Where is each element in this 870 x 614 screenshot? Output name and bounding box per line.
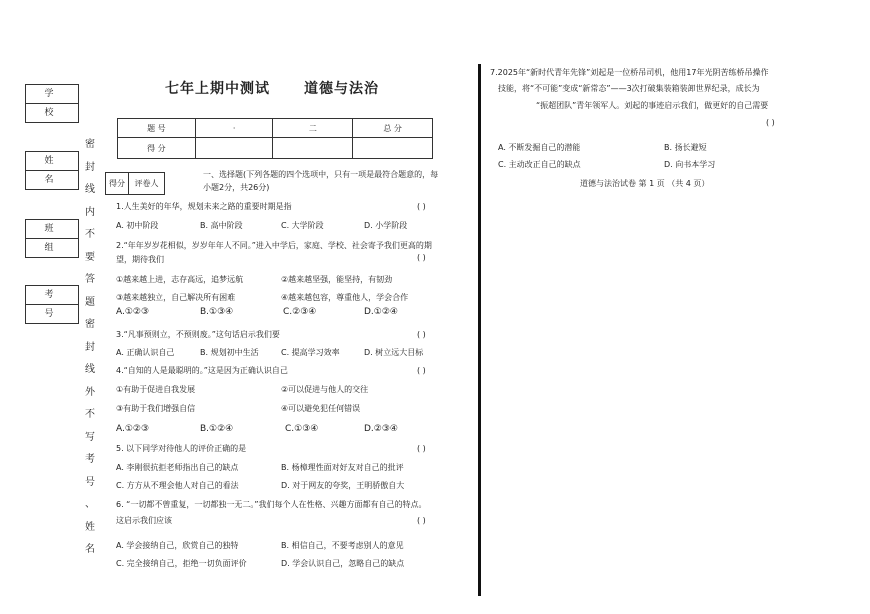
q7-option-b[interactable]: B. 扬长避短	[664, 143, 707, 152]
q4-item-2: ②可以促进与他人的交往	[281, 385, 369, 394]
q7-stem-line3: “振超团队”青年领军人。刘起的事迹启示我们，做更好的自己需要	[536, 101, 769, 110]
q4-option-c[interactable]: C.①③④	[285, 424, 319, 434]
q4-option-a[interactable]: A.①②③	[116, 424, 150, 434]
q2-option-c[interactable]: C.②③④	[283, 307, 317, 317]
q4-item-4: ④可以避免犯任何错误	[281, 404, 361, 413]
q2-option-b[interactable]: B.①③④	[200, 307, 234, 317]
q1-stem: 1.人生美好的年华，规划未来之路的重要时期是指	[116, 202, 292, 211]
section1-instructions-line1: 一、选择题(下列各题的四个选项中，只有一项是最符合题意的，每	[203, 170, 439, 179]
q3-option-c[interactable]: C. 提高学习效率	[281, 348, 340, 357]
q1-option-c[interactable]: C. 大学阶段	[281, 221, 324, 230]
q6-option-b[interactable]: B. 相信自己，不要考虑别人的意见	[281, 541, 404, 550]
q6-option-a[interactable]: A. 学会接纳自己，欣赏自己的独特	[116, 541, 239, 550]
exam-title: 七年上期中测试	[165, 81, 270, 97]
q2-option-a[interactable]: A.①②③	[116, 307, 150, 317]
q6-option-c[interactable]: C. 完全接纳自己，拒绝一切负面评价	[116, 559, 247, 568]
score-table-header-section2: 二	[273, 119, 353, 138]
q1-answer-paren[interactable]: ( )	[417, 202, 426, 211]
q6-stem-line1: 6. “一切都不曾重复，一切都独一无二。”我们每个人在性格、兴趣方面都有自己的特点。	[116, 500, 427, 509]
school-label: 学 校	[26, 85, 78, 104]
class-field-box	[25, 219, 79, 258]
q2-stem-line1: 2.“年年岁岁花相似，岁岁年年人不同。”进入中学后，家庭、学校、社会寄予我们更高的期	[116, 241, 432, 250]
q4-stem: 4.“自知的人是最聪明的。”这是因为正确认识自己	[116, 366, 288, 375]
q7-option-a[interactable]: A. 不断发掘自己的潜能	[498, 143, 581, 152]
name-label: 姓 名	[26, 152, 78, 171]
score-cell-total[interactable]	[353, 138, 433, 159]
score-cell-section2[interactable]	[273, 138, 353, 159]
score-table-row-label: 得 分	[118, 138, 196, 159]
q7-answer-paren[interactable]: ( )	[766, 118, 775, 127]
q3-option-b[interactable]: B. 规划初中生活	[200, 348, 259, 357]
q5-stem: 5. 以下同学对待他人的评价正确的是	[116, 444, 247, 453]
q2-option-d[interactable]: D.①②④	[364, 307, 398, 317]
exam-number-field-box	[25, 285, 79, 324]
q6-answer-paren[interactable]: ( )	[417, 516, 426, 525]
score-table-header-total: 总 分	[353, 119, 433, 138]
q5-option-c[interactable]: C. 方方从不理会他人对自己的看法	[116, 481, 239, 490]
q4-option-d[interactable]: D.②③④	[364, 424, 398, 434]
q2-item-4: ④越来越包容，尊重他人，学会合作	[281, 293, 409, 302]
q4-option-b[interactable]: B.①②④	[200, 424, 234, 434]
exam-number-label: 考 号	[26, 286, 78, 305]
grader-box	[105, 172, 165, 195]
q2-answer-paren[interactable]: ( )	[417, 253, 426, 262]
q5-option-b[interactable]: B. 杨樟理性面对好友对自己的批评	[281, 463, 404, 472]
q2-item-2: ②越来越坚强，能坚持，有韧劲	[281, 275, 393, 284]
score-table-header-label: 题 号	[118, 119, 196, 138]
q3-stem: 3.“凡事预则立，不预则废。”这句话启示我们要	[116, 330, 280, 339]
q2-item-3: ③越来越独立，自己解决所有困难	[116, 293, 236, 302]
q4-item-3: ③有助于我们增强自信	[116, 404, 196, 413]
q1-option-b[interactable]: B. 高中阶段	[200, 221, 243, 230]
q4-answer-paren[interactable]: ( )	[417, 366, 426, 375]
q6-option-d[interactable]: D. 学会认识自己，忽略自己的缺点	[281, 559, 405, 568]
score-table	[117, 118, 433, 159]
q2-item-1: ①越来越上进，志存高远，追梦远航	[116, 275, 244, 284]
page-footer: 道德与法治试卷 第 1 页 （共 4 页）	[580, 179, 710, 188]
q5-option-d[interactable]: D. 对于网友的夸奖，王明骄傲自大	[281, 481, 405, 490]
q5-answer-paren[interactable]: ( )	[417, 444, 426, 453]
score-table-header-section1: ·	[195, 119, 273, 138]
q6-stem-line2: 这启示我们应该	[116, 516, 172, 525]
q7-stem-line1: 7.2025年“新时代青年先锋”刘起是一位桥吊司机，他用17年光阴苦练桥吊操作	[490, 68, 769, 77]
exam-subject: 道德与法治	[304, 81, 379, 97]
school-field-box	[25, 84, 79, 123]
name-field-box	[25, 151, 79, 190]
score-cell-section1[interactable]	[195, 138, 273, 159]
q1-option-d[interactable]: D. 小学阶段	[364, 221, 408, 230]
q4-item-1: ①有助于促进自我发展	[116, 385, 196, 394]
q1-option-a[interactable]: A. 初中阶段	[116, 221, 159, 230]
q7-stem-line2: 技能，将“不可能”变成“新常态”——3次打破集装箱装卸世界纪录，成长为	[498, 84, 760, 93]
page-divider	[478, 64, 481, 596]
grader-reviewer-label: 评卷人	[134, 179, 159, 188]
q7-option-c[interactable]: C. 主动改正自己的缺点	[498, 160, 581, 169]
class-label: 班 组	[26, 220, 78, 239]
q7-option-d[interactable]: D. 向书本学习	[664, 160, 716, 169]
section1-instructions-line2: 小题2分，共26分)	[203, 183, 270, 192]
q3-option-a[interactable]: A. 正确认识自己	[116, 348, 175, 357]
q3-answer-paren[interactable]: ( )	[417, 330, 426, 339]
q5-option-a[interactable]: A. 李刚很抗拒老师指出自己的缺点	[116, 463, 239, 472]
grader-score-label: 得分	[106, 173, 129, 194]
q2-stem-line2: 望，期待我们	[116, 255, 164, 264]
seal-line-text: 密 封 线 内 不 要 答 题 密 封 线 外 不 写 考 号 、 姓 名	[85, 139, 95, 555]
q3-option-d[interactable]: D. 树立远大目标	[364, 348, 424, 357]
